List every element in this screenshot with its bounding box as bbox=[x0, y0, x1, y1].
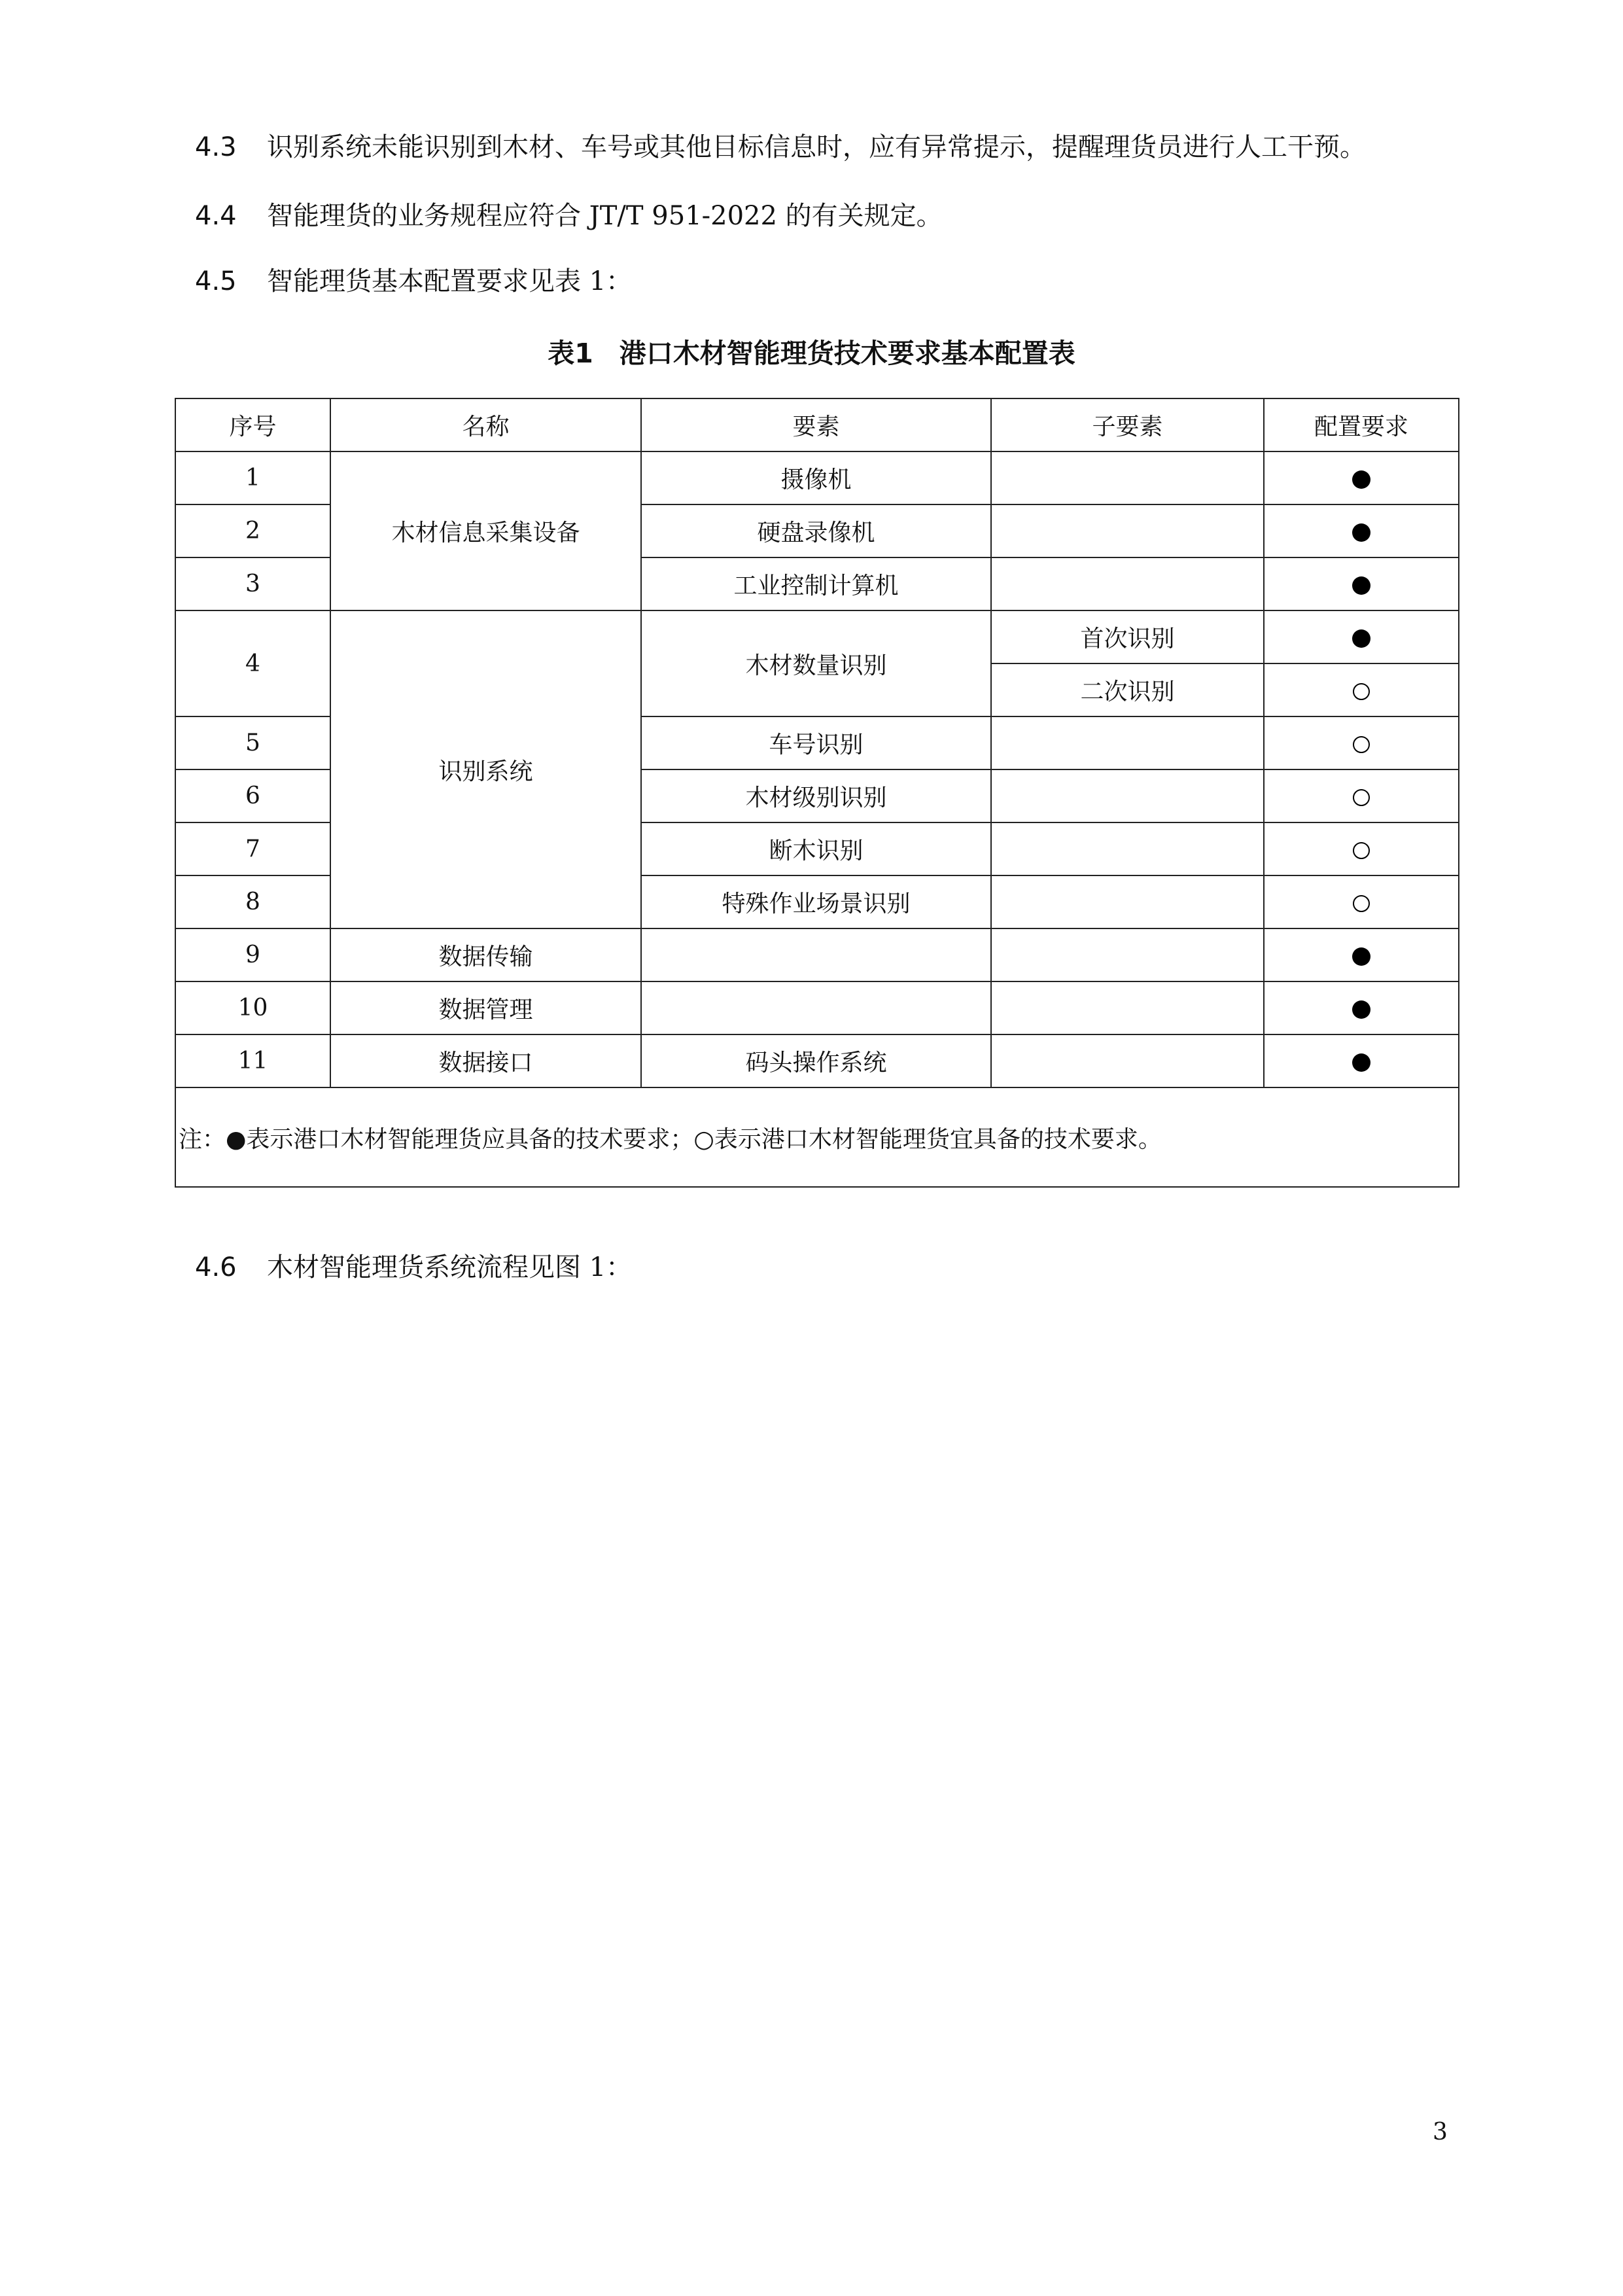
table-header-row bbox=[175, 398, 1459, 451]
element-cell: 摄像机 bbox=[641, 451, 991, 504]
required-dot-icon bbox=[1352, 523, 1370, 542]
clause-text: 智能理货基本配置要求见表 1： bbox=[267, 266, 633, 296]
required-dot-icon bbox=[1352, 629, 1370, 648]
sub-element-cell bbox=[991, 981, 1264, 1034]
name-cell: 数据传输 bbox=[330, 928, 641, 981]
row-number: 11 bbox=[175, 1034, 330, 1087]
header-cell: 要素 bbox=[641, 398, 991, 451]
paragraph-4-6 bbox=[195, 1251, 632, 1284]
name-cell: 数据管理 bbox=[330, 981, 641, 1034]
element-cell: 硬盘录像机 bbox=[641, 504, 991, 557]
optional-circle-icon bbox=[1353, 842, 1370, 859]
requirement-cell bbox=[1264, 875, 1459, 928]
optional-circle-icon bbox=[1353, 895, 1370, 912]
optional-circle-icon bbox=[1353, 683, 1370, 700]
row-number: 6 bbox=[175, 769, 330, 822]
clause-text: 智能理货的业务规程应符合 JT/T 951-2022 的有关规定。 bbox=[267, 201, 943, 231]
requirement-cell bbox=[1264, 557, 1459, 610]
row-number: 10 bbox=[175, 981, 330, 1034]
element-cell: 工业控制计算机 bbox=[641, 557, 991, 610]
table-note: 注：●表示港口木材智能理货应具备的技术要求；○表示港口木材智能理货宜具备的技术要求。 bbox=[175, 1087, 1459, 1187]
table-row bbox=[175, 610, 1459, 663]
required-dot-icon bbox=[1352, 1000, 1370, 1019]
requirement-cell bbox=[1264, 769, 1459, 822]
row-number: 7 bbox=[175, 822, 330, 875]
sub-element-cell bbox=[991, 451, 1264, 504]
requirement-cell bbox=[1264, 1034, 1459, 1087]
sub-element-cell: 首次识别 bbox=[991, 610, 1264, 663]
element-cell: 码头操作系统 bbox=[641, 1034, 991, 1087]
header-cell: 子要素 bbox=[991, 398, 1264, 451]
table-row bbox=[175, 928, 1459, 981]
required-dot-icon bbox=[1352, 1053, 1370, 1072]
row-number: 1 bbox=[175, 451, 330, 504]
row-number: 4 bbox=[175, 610, 330, 716]
paragraph-4-3 bbox=[195, 131, 1366, 164]
element-cell bbox=[641, 928, 991, 981]
element-cell: 特殊作业场景识别 bbox=[641, 875, 991, 928]
row-number: 9 bbox=[175, 928, 330, 981]
group-name-recognition: 识别系统 bbox=[330, 610, 641, 928]
sub-element-cell bbox=[991, 822, 1264, 875]
requirement-cell bbox=[1264, 822, 1459, 875]
optional-circle-icon bbox=[1353, 736, 1370, 753]
page-number: 3 bbox=[1433, 2119, 1448, 2146]
requirement-cell bbox=[1264, 663, 1459, 716]
header-cell: 配置要求 bbox=[1264, 398, 1459, 451]
clause-number: 4.5 bbox=[195, 266, 237, 296]
row-number: 8 bbox=[175, 875, 330, 928]
paragraph-4-4 bbox=[195, 200, 943, 232]
clause-text: 识别系统未能识别到木材、车号或其他目标信息时，应有异常提示，提醒理货员进行人工干预。 bbox=[267, 132, 1366, 162]
sub-element-cell bbox=[991, 928, 1264, 981]
required-dot-icon bbox=[1352, 470, 1370, 489]
table-row bbox=[175, 1034, 1459, 1087]
sub-element-cell bbox=[991, 1034, 1264, 1087]
clause-text: 木材智能理货系统流程见图 1： bbox=[267, 1252, 633, 1282]
requirement-cell bbox=[1264, 610, 1459, 663]
configuration-table bbox=[175, 398, 1459, 1188]
requirement-cell bbox=[1264, 928, 1459, 981]
table-caption-title: 港口木材智能理货技术要求基本配置表 bbox=[619, 338, 1075, 369]
row-number: 5 bbox=[175, 716, 330, 769]
sub-element-cell bbox=[991, 875, 1264, 928]
element-cell: 车号识别 bbox=[641, 716, 991, 769]
header-cell: 名称 bbox=[330, 398, 641, 451]
clause-number: 4.3 bbox=[195, 132, 237, 162]
sub-element-cell bbox=[991, 557, 1264, 610]
requirement-cell bbox=[1264, 981, 1459, 1034]
table-caption bbox=[0, 335, 1623, 372]
row-number: 3 bbox=[175, 557, 330, 610]
requirement-cell bbox=[1264, 504, 1459, 557]
sub-element-cell bbox=[991, 504, 1264, 557]
clause-number: 4.4 bbox=[195, 201, 237, 231]
required-dot-icon bbox=[1352, 576, 1370, 595]
table-row bbox=[175, 451, 1459, 504]
row-number: 2 bbox=[175, 504, 330, 557]
required-dot-icon bbox=[1352, 947, 1370, 966]
requirement-cell bbox=[1264, 451, 1459, 504]
group-name-collection: 木材信息采集设备 bbox=[330, 451, 641, 610]
name-cell: 数据接口 bbox=[330, 1034, 641, 1087]
element-cell bbox=[641, 981, 991, 1034]
sub-element-cell bbox=[991, 769, 1264, 822]
paragraph-4-5 bbox=[195, 265, 632, 298]
requirement-cell bbox=[1264, 716, 1459, 769]
element-cell: 断木识别 bbox=[641, 822, 991, 875]
sub-element-cell: 二次识别 bbox=[991, 663, 1264, 716]
optional-circle-icon bbox=[1353, 789, 1370, 806]
table-caption-number: 表1 bbox=[548, 338, 593, 369]
header-cell: 序号 bbox=[175, 398, 330, 451]
sub-element-cell bbox=[991, 716, 1264, 769]
element-cell: 木材级别识别 bbox=[641, 769, 991, 822]
table-note-row bbox=[175, 1087, 1459, 1187]
clause-number: 4.6 bbox=[195, 1252, 237, 1282]
element-cell: 木材数量识别 bbox=[641, 610, 991, 716]
table-row bbox=[175, 981, 1459, 1034]
